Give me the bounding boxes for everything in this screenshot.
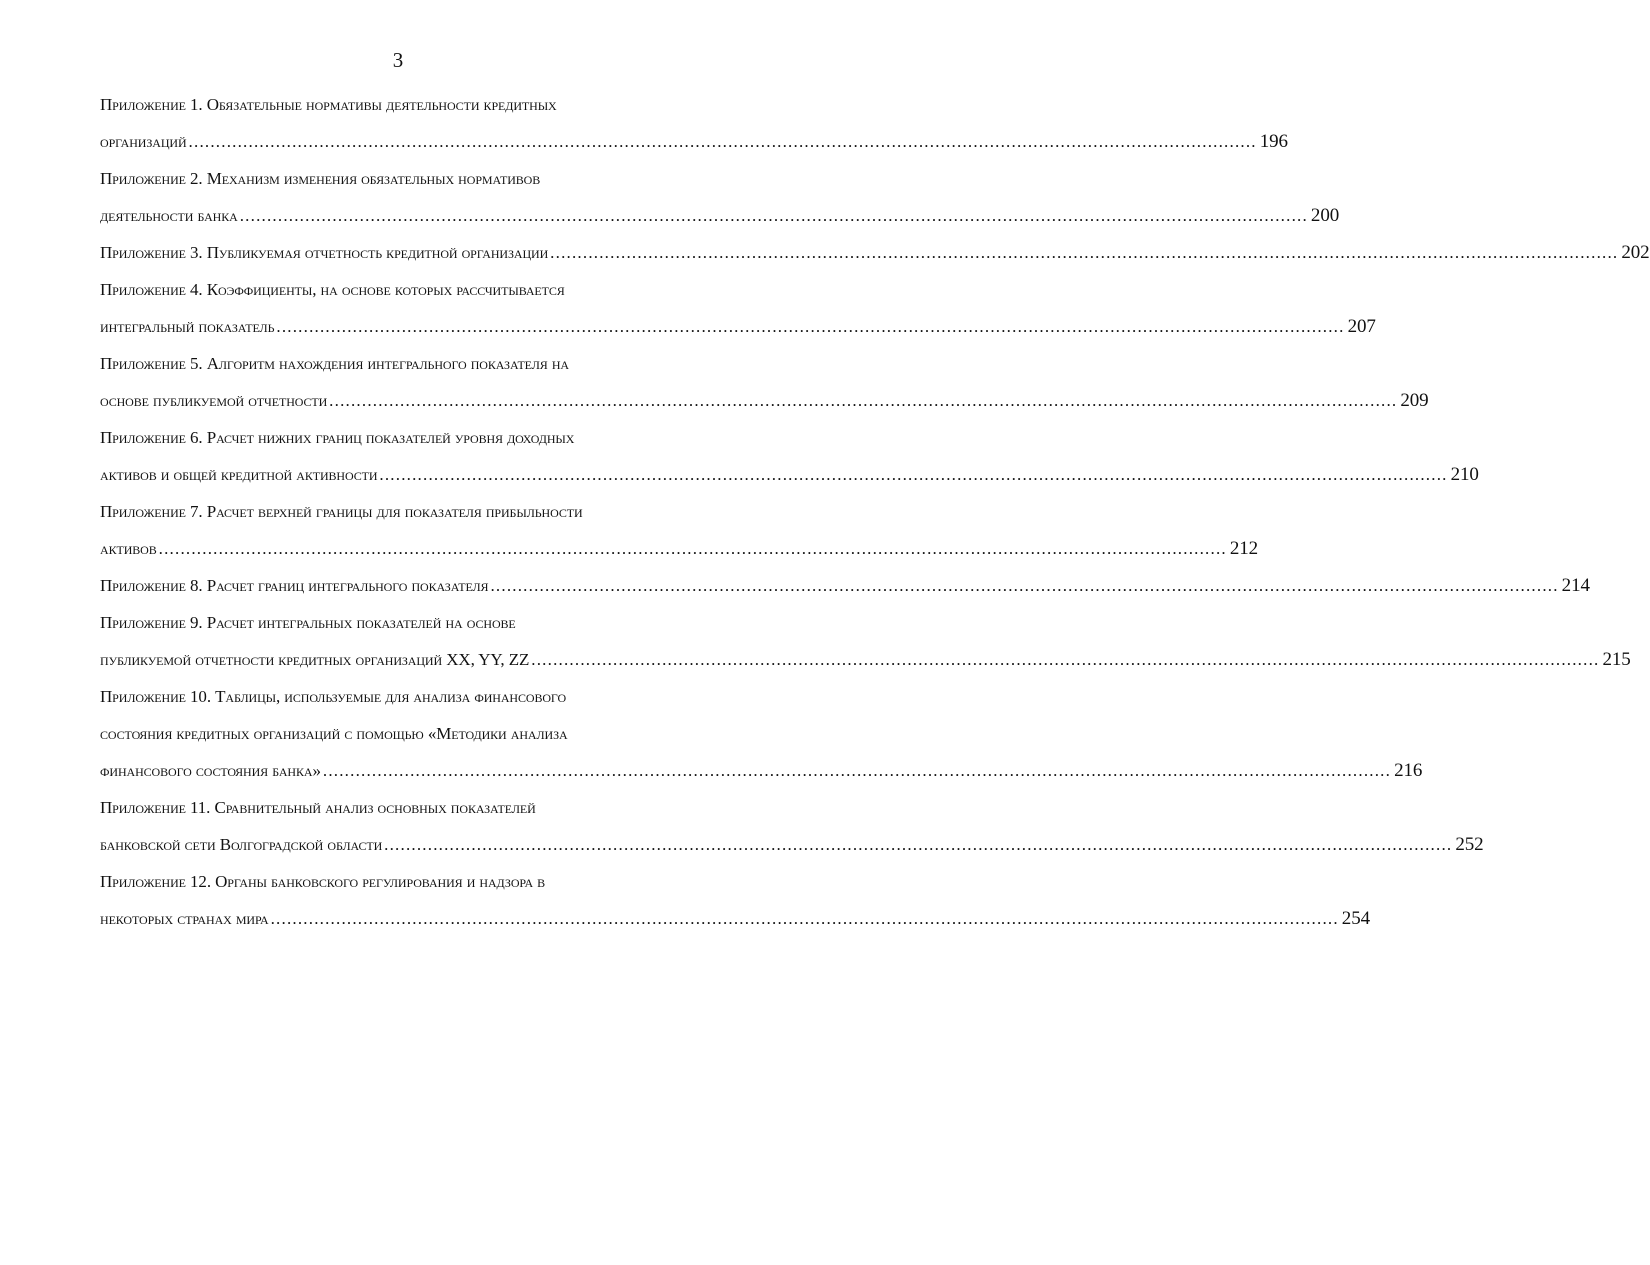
toc-page-number: 212	[1229, 538, 1259, 559]
page-number: 3	[392, 48, 404, 72]
dot-leader: ....................................................................................................................................................................................................	[239, 206, 1308, 225]
dot-leader: ....................................................................................................................................................................................................	[158, 539, 1227, 558]
dot-leader: ....................................................................................................................................................................................................	[490, 576, 1559, 595]
toc-page-number: 215	[1602, 649, 1631, 670]
toc-page-number: 252	[1455, 834, 1484, 855]
toc-entry-8	[100, 567, 1590, 604]
toc-entry-title: Приложение 5. Алгоритм нахождения интегрального показателя на	[100, 354, 569, 373]
toc-page-number: 202	[1621, 242, 1650, 263]
toc-entry-title: Приложение 12. Органы банковского регулирования и надзора в	[100, 872, 546, 891]
dot-leader: ....................................................................................................................................................................................................	[531, 650, 1600, 669]
dot-leader: ....................................................................................................................................................................................................	[550, 243, 1619, 262]
dot-leader: ....................................................................................................................................................................................................	[276, 317, 1345, 336]
toc-page-number: 210	[1450, 464, 1479, 485]
toc-entry-4	[100, 271, 1376, 345]
toc-entry-title-cont: банковской сети Волгоградской области	[100, 835, 383, 854]
toc-entry-title: Приложение 1. Обязательные нормативы деятельности кредитных	[100, 95, 557, 114]
toc-page-number: 209	[1400, 390, 1429, 411]
toc-entry-title-cont: организаций	[100, 132, 187, 151]
toc-entry-7	[100, 493, 1259, 567]
toc-entry-title: Приложение 10. Таблицы, используемые для анализа финансового	[100, 687, 567, 706]
toc-entry-title-cont: интегральный показатель	[100, 317, 275, 336]
toc-entry-title-cont: публикуемой отчетности кредитных организаций XX, YY, ZZ	[100, 650, 530, 669]
toc-page-number: 207	[1347, 316, 1376, 337]
toc-entry-5	[100, 345, 1429, 419]
toc-page-number: 216	[1394, 760, 1423, 781]
toc-page-number: 200	[1310, 205, 1340, 226]
toc-entry-title: Приложение 11. Сравнительный анализ основных показателей	[100, 798, 536, 817]
toc-page-number: 254	[1341, 908, 1370, 929]
dot-leader: ....................................................................................................................................................................................................	[322, 761, 1392, 780]
toc-entry-6	[100, 419, 1479, 493]
toc-entry-title-cont: некоторых странах мира	[100, 909, 269, 928]
toc-entry-11	[100, 789, 1484, 863]
toc-entry-3	[100, 234, 1650, 271]
toc-page-number: 214	[1561, 575, 1590, 596]
toc-entry-title-cont: состояния кредитных организаций с помощью «Методики анализа	[100, 724, 568, 743]
toc-entry-title: Приложение 7. Расчет верхней границы для показателя прибыльности	[100, 502, 583, 521]
toc-entry-title-cont: финансового состояния банка»	[100, 761, 321, 780]
toc-entry-title: Приложение 2. Механизм изменения обязательных нормативов	[100, 169, 541, 188]
toc-entry-title-cont: активов	[100, 539, 157, 558]
dot-leader: ....................................................................................................................................................................................................	[384, 835, 1453, 854]
toc-entry-title-cont: деятельности банка	[100, 206, 238, 225]
toc-entry-2	[100, 160, 1340, 234]
toc-entry-title-cont: активов и общей кредитной активности	[100, 465, 378, 484]
toc-entry-9	[100, 604, 1631, 678]
toc-page-number: 196	[1259, 131, 1288, 152]
toc-entry-title: Приложение 8. Расчет границ интегрального показателя	[100, 576, 489, 595]
toc-entry-1	[100, 86, 1288, 160]
toc-entry-12	[100, 863, 1370, 937]
toc-entry-title: Приложение 9. Расчет интегральных показателей на основе	[100, 613, 516, 632]
dot-leader: ....................................................................................................................................................................................................	[379, 465, 1448, 484]
table-of-contents	[100, 86, 1650, 937]
dot-leader: ....................................................................................................................................................................................................	[270, 909, 1339, 928]
toc-entry-10	[100, 678, 1423, 789]
dot-leader: ....................................................................................................................................................................................................	[329, 391, 1398, 410]
toc-entry-title: Приложение 6. Расчет нижних границ показателей уровня доходных	[100, 428, 575, 447]
toc-entry-title-cont: основе публикуемой отчетности	[100, 391, 328, 410]
toc-entry-title: Приложение 4. Коэффициенты, на основе которых рассчитывается	[100, 280, 565, 299]
dot-leader: ....................................................................................................................................................................................................	[188, 132, 1257, 151]
toc-entry-title: Приложение 3. Публикуемая отчетность кредитной организации	[100, 243, 549, 262]
